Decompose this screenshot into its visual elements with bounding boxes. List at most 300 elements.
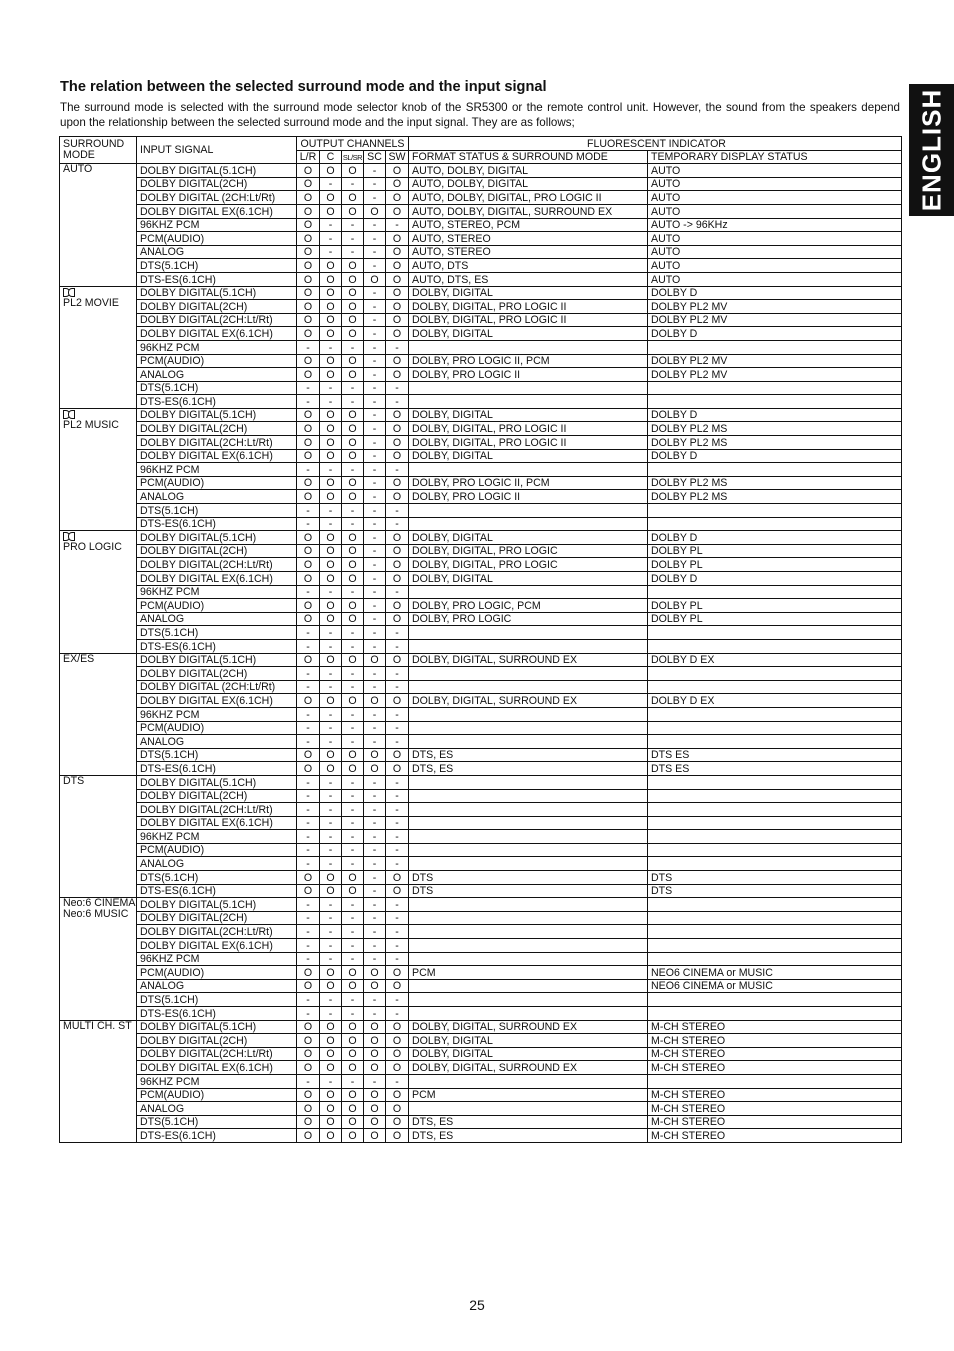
channel-cell: O [297,1020,320,1034]
channel-cell: - [297,775,320,789]
surround-mode-cell [60,164,137,286]
table-row [60,449,902,463]
table-row [60,340,902,354]
table-row [60,680,902,694]
temporary-display-cell: DOLBY PL [648,612,902,626]
table-row [60,259,902,273]
channel-cell: - [342,911,364,925]
channel-cell: O [364,1061,386,1075]
channel-cell: O [320,871,342,885]
channel-cell: O [342,871,364,885]
channel-cell: O [320,531,342,545]
temporary-display-cell: DOLBY PL2 MS [648,436,902,450]
channel-cell: O [386,272,409,286]
table-row [60,164,902,178]
table-row [60,599,902,613]
channel-cell: - [320,463,342,477]
input-signal-cell: DOLBY DIGITAL EX(6.1CH) [137,1061,297,1075]
channel-cell: - [320,504,342,518]
format-status-cell [409,816,648,830]
channel-cell: O [342,599,364,613]
temporary-display-cell: DOLBY D [648,327,902,341]
input-signal-cell: DOLBY DIGITAL(2CH) [137,911,297,925]
channel-cell: O [297,259,320,273]
format-status-cell [409,1007,648,1021]
input-signal-cell: ANALOG [137,612,297,626]
channel-cell: O [342,966,364,980]
temporary-display-cell: DOLBY D EX [648,694,902,708]
channel-cell: O [320,884,342,898]
channel-cell: O [342,313,364,327]
channel-cell: O [342,204,364,218]
channel-cell: - [320,843,342,857]
input-signal-cell: DTS(5.1CH) [137,381,297,395]
table-row [60,735,902,749]
input-signal-cell: ANALOG [137,1102,297,1116]
channel-cell: - [320,680,342,694]
channel-cell: - [364,408,386,422]
channel-cell: - [386,463,409,477]
input-signal-cell: DTS-ES(6.1CH) [137,517,297,531]
channel-cell: - [320,952,342,966]
format-status-cell: DOLBY, DIGITAL [409,1047,648,1061]
temporary-display-cell: M-CH STEREO [648,1020,902,1034]
input-signal-cell: 96KHZ PCM [137,218,297,232]
channel-cell: - [297,504,320,518]
channel-cell: - [342,789,364,803]
channel-cell: O [386,1102,409,1116]
channel-cell: O [386,762,409,776]
channel-cell: O [320,544,342,558]
channel-cell: O [342,1061,364,1075]
input-signal-cell: DOLBY DIGITAL(2CH:Lt/Rt) [137,558,297,572]
channel-cell: O [320,1129,342,1143]
channel-cell: O [364,694,386,708]
format-status-cell: DOLBY, DIGITAL [409,449,648,463]
temporary-display-cell [648,721,902,735]
channel-cell: - [297,626,320,640]
channel-cell: O [320,300,342,314]
temporary-display-cell: DOLBY PL2 MV [648,300,902,314]
channel-cell: O [320,408,342,422]
temporary-display-cell [648,911,902,925]
format-status-cell: DOLBY, PRO LOGIC II [409,368,648,382]
format-status-cell: DOLBY, DIGITAL, PRO LOGIC II [409,422,648,436]
channel-cell: - [320,993,342,1007]
channel-cell: - [386,993,409,1007]
input-signal-cell: DOLBY DIGITAL (2CH:Lt/Rt) [137,680,297,694]
temporary-display-cell: DTS [648,884,902,898]
surround-mode-label: PL2 MUSIC [63,418,119,431]
temporary-display-cell [648,626,902,640]
surround-mode-label: AUTO [63,163,93,176]
channel-cell: O [364,1034,386,1048]
channel-cell: O [386,436,409,450]
channel-cell: - [320,395,342,409]
channel-cell: - [386,395,409,409]
channel-cell: - [386,925,409,939]
header-ch-c: C [320,150,342,164]
input-signal-cell: DOLBY DIGITAL(5.1CH) [137,1020,297,1034]
channel-cell: - [342,952,364,966]
format-status-cell: DOLBY, DIGITAL, PRO LOGIC [409,544,648,558]
input-signal-cell: DOLBY DIGITAL(2CH) [137,422,297,436]
channel-cell: - [364,245,386,259]
input-signal-cell: DTS(5.1CH) [137,748,297,762]
channel-cell: O [386,300,409,314]
channel-cell: - [342,517,364,531]
input-signal-cell: ANALOG [137,368,297,382]
channel-cell: - [320,177,342,191]
channel-cell: O [342,490,364,504]
channel-cell: O [342,1020,364,1034]
input-signal-cell: DOLBY DIGITAL EX(6.1CH) [137,204,297,218]
channel-cell: O [342,191,364,205]
header-ch-lr: L/R [297,150,320,164]
channel-cell: O [386,164,409,178]
temporary-display-cell: M-CH STEREO [648,1088,902,1102]
surround-mode-cell [60,408,137,530]
table-row [60,639,902,653]
channel-cell: - [297,857,320,871]
surround-mode-table [59,136,902,1143]
table-row [60,1020,902,1034]
channel-cell: O [342,572,364,586]
header-output-channels: OUTPUT CHANNELS [297,137,409,151]
channel-cell: - [342,245,364,259]
input-signal-cell: DOLBY DIGITAL(2CH:Lt/Rt) [137,313,297,327]
channel-cell: - [364,218,386,232]
temporary-display-cell [648,517,902,531]
channel-cell: O [320,1034,342,1048]
channel-cell: - [342,639,364,653]
channel-cell: O [342,259,364,273]
channel-cell: - [342,232,364,246]
channel-cell: O [297,436,320,450]
format-status-cell [409,735,648,749]
table-row [60,1088,902,1102]
format-status-cell: DOLBY, DIGITAL, SURROUND EX [409,1061,648,1075]
format-status-cell [409,626,648,640]
channel-cell: - [320,775,342,789]
temporary-display-cell [648,395,902,409]
channel-cell: O [320,748,342,762]
temporary-display-cell: M-CH STEREO [648,1061,902,1075]
input-signal-cell: DOLBY DIGITAL EX(6.1CH) [137,694,297,708]
input-signal-cell: DOLBY DIGITAL(2CH) [137,789,297,803]
language-tab [909,84,954,216]
channel-cell: - [386,775,409,789]
channel-cell: O [320,272,342,286]
format-status-cell [409,843,648,857]
channel-cell: O [386,1088,409,1102]
temporary-display-cell: DOLBY D [648,408,902,422]
temporary-display-cell: AUTO [648,191,902,205]
channel-cell: O [386,327,409,341]
table-row [60,286,902,300]
channel-cell: - [320,911,342,925]
format-status-cell: AUTO, DOLBY, DIGITAL [409,164,648,178]
input-signal-cell: 96KHZ PCM [137,707,297,721]
channel-cell: - [386,952,409,966]
table-row [60,871,902,885]
page-number: 25 [469,1297,485,1313]
channel-cell: - [342,381,364,395]
temporary-display-cell [648,993,902,1007]
format-status-cell [409,395,648,409]
channel-cell: O [297,204,320,218]
channel-cell: - [320,830,342,844]
channel-cell: - [364,884,386,898]
temporary-display-cell [648,925,902,939]
table-row [60,204,902,218]
input-signal-cell: DOLBY DIGITAL(2CH) [137,1034,297,1048]
channel-cell: O [386,558,409,572]
channel-cell: O [364,1115,386,1129]
channel-cell: O [297,572,320,586]
channel-cell: O [320,204,342,218]
channel-cell: O [386,449,409,463]
temporary-display-cell: DOLBY PL2 MV [648,313,902,327]
channel-cell: O [297,748,320,762]
temporary-display-cell [648,789,902,803]
channel-cell: - [342,803,364,817]
table-row [60,789,902,803]
channel-cell: - [364,667,386,681]
temporary-display-cell: DOLBY PL [648,599,902,613]
input-signal-cell: DTS-ES(6.1CH) [137,272,297,286]
channel-cell: - [297,952,320,966]
channel-cell: - [364,449,386,463]
channel-cell: O [320,449,342,463]
input-signal-cell: ANALOG [137,735,297,749]
channel-cell: O [320,422,342,436]
input-signal-cell: DOLBY DIGITAL(2CH) [137,300,297,314]
temporary-display-cell: AUTO -> 96KHz [648,218,902,232]
channel-cell: O [297,218,320,232]
table-row [60,653,902,667]
channel-cell: - [364,490,386,504]
channel-cell: O [320,327,342,341]
channel-cell: - [342,830,364,844]
channel-cell: O [297,612,320,626]
temporary-display-cell: AUTO [648,204,902,218]
table-row [60,381,902,395]
table-row [60,1047,902,1061]
channel-cell: - [320,735,342,749]
channel-cell: - [297,993,320,1007]
channel-cell: - [364,327,386,341]
channel-cell: O [386,408,409,422]
format-status-cell [409,639,648,653]
header-fluorescent-indicator: FLUORESCENT INDICATOR [409,137,902,151]
channel-cell: O [364,1088,386,1102]
table-row [60,707,902,721]
channel-cell: - [386,707,409,721]
table-row [60,422,902,436]
section-title: The relation between the selected surround mode and the input signal [60,79,547,95]
temporary-display-cell [648,340,902,354]
surround-mode-cell [60,1020,137,1142]
temporary-display-cell: DOLBY PL2 MS [648,490,902,504]
channel-cell: - [364,898,386,912]
format-status-cell [409,979,648,993]
channel-cell: - [342,1007,364,1021]
channel-cell: O [297,1047,320,1061]
format-status-cell: PCM [409,966,648,980]
format-status-cell [409,803,648,817]
channel-cell: - [342,898,364,912]
input-signal-cell: DTS(5.1CH) [137,259,297,273]
table-row [60,1007,902,1021]
channel-cell: O [386,476,409,490]
channel-cell: O [364,966,386,980]
input-signal-cell: DOLBY DIGITAL(5.1CH) [137,775,297,789]
header-ch-sw: SW [386,150,409,164]
table-row [60,232,902,246]
table-row [60,408,902,422]
format-status-cell [409,585,648,599]
table-row [60,354,902,368]
channel-cell: O [364,1129,386,1143]
channel-cell: - [364,544,386,558]
channel-cell: - [364,572,386,586]
temporary-display-cell: AUTO [648,259,902,273]
table-row [60,395,902,409]
channel-cell: O [342,1088,364,1102]
channel-cell: O [342,476,364,490]
channel-cell: O [386,204,409,218]
input-signal-cell: 96KHZ PCM [137,952,297,966]
temporary-display-cell [648,1074,902,1088]
channel-cell: - [297,939,320,953]
channel-cell: O [297,599,320,613]
channel-cell: O [342,531,364,545]
channel-cell: - [297,721,320,735]
channel-cell: - [320,218,342,232]
format-status-cell [409,721,648,735]
channel-cell: O [386,653,409,667]
channel-cell: O [320,572,342,586]
input-signal-cell: DOLBY DIGITAL(2CH:Lt/Rt) [137,925,297,939]
format-status-cell [409,993,648,1007]
channel-cell: - [320,232,342,246]
format-status-cell [409,381,648,395]
channel-cell: - [320,803,342,817]
table-row [60,748,902,762]
channel-cell: - [364,395,386,409]
channel-cell: O [297,1034,320,1048]
channel-cell: O [320,1047,342,1061]
channel-cell: O [297,300,320,314]
surround-mode-label: PL2 MOVIE [63,296,119,309]
channel-cell: O [320,436,342,450]
temporary-display-cell: DOLBY D [648,531,902,545]
channel-cell: O [320,286,342,300]
channel-cell: - [386,504,409,518]
channel-cell: O [342,558,364,572]
format-status-cell: AUTO, STEREO [409,232,648,246]
channel-cell: O [364,1102,386,1116]
table-row [60,1074,902,1088]
channel-cell: O [386,572,409,586]
intro-paragraph: The surround mode is selected with the surround mode selector knob of the SR5300 or the remote control unit. However, the sound from the speakers depend upon the relationship between the selected surround mode and the input signal. They are as follows; [60,101,900,129]
surround-mode-cell [60,898,137,1020]
channel-cell: - [364,476,386,490]
channel-cell: O [386,871,409,885]
input-signal-cell: DTS-ES(6.1CH) [137,1129,297,1143]
channel-cell: - [364,830,386,844]
table-row [60,966,902,980]
channel-cell: - [364,789,386,803]
channel-cell: - [320,517,342,531]
format-status-cell: AUTO, DOLBY, DIGITAL, PRO LOGIC II [409,191,648,205]
input-signal-cell: DTS-ES(6.1CH) [137,762,297,776]
channel-cell: O [386,422,409,436]
temporary-display-cell [648,939,902,953]
table-row [60,1129,902,1143]
temporary-display-cell [648,707,902,721]
format-status-cell: DTS, ES [409,1115,648,1129]
channel-cell: - [386,381,409,395]
channel-cell: - [342,340,364,354]
table-row [60,517,902,531]
format-status-cell: DOLBY, DIGITAL, SURROUND EX [409,653,648,667]
channel-cell: - [342,626,364,640]
channel-cell: O [342,1129,364,1143]
channel-cell: - [386,857,409,871]
channel-cell: O [342,748,364,762]
format-status-cell: DOLBY, DIGITAL [409,1034,648,1048]
table-row [60,803,902,817]
channel-cell: O [386,368,409,382]
channel-cell: O [297,884,320,898]
channel-cell: - [386,843,409,857]
channel-cell: - [386,911,409,925]
channel-cell: O [386,1061,409,1075]
channel-cell: O [320,762,342,776]
temporary-display-cell: M-CH STEREO [648,1034,902,1048]
channel-cell: - [364,164,386,178]
input-signal-cell: DOLBY DIGITAL(2CH) [137,667,297,681]
temporary-display-cell [648,952,902,966]
channel-cell: - [386,340,409,354]
channel-cell: O [297,558,320,572]
table-row [60,504,902,518]
channel-cell: - [364,612,386,626]
channel-cell: O [297,653,320,667]
format-status-cell: DOLBY, PRO LOGIC, PCM [409,599,648,613]
temporary-display-cell: M-CH STEREO [648,1115,902,1129]
table-row [60,721,902,735]
channel-cell: O [386,1115,409,1129]
channel-cell: O [297,368,320,382]
temporary-display-cell [648,830,902,844]
channel-cell: O [342,653,364,667]
channel-cell: O [342,368,364,382]
temporary-display-cell: AUTO [648,232,902,246]
channel-cell: - [342,667,364,681]
table-row [60,490,902,504]
temporary-display-cell: NEO6 CINEMA or MUSIC [648,979,902,993]
channel-cell: - [320,925,342,939]
input-signal-cell: DTS-ES(6.1CH) [137,395,297,409]
channel-cell: - [364,422,386,436]
temporary-display-cell [648,735,902,749]
surround-mode-label: PRO LOGIC [63,541,122,554]
input-signal-cell: PCM(AUDIO) [137,1088,297,1102]
channel-cell: O [320,164,342,178]
